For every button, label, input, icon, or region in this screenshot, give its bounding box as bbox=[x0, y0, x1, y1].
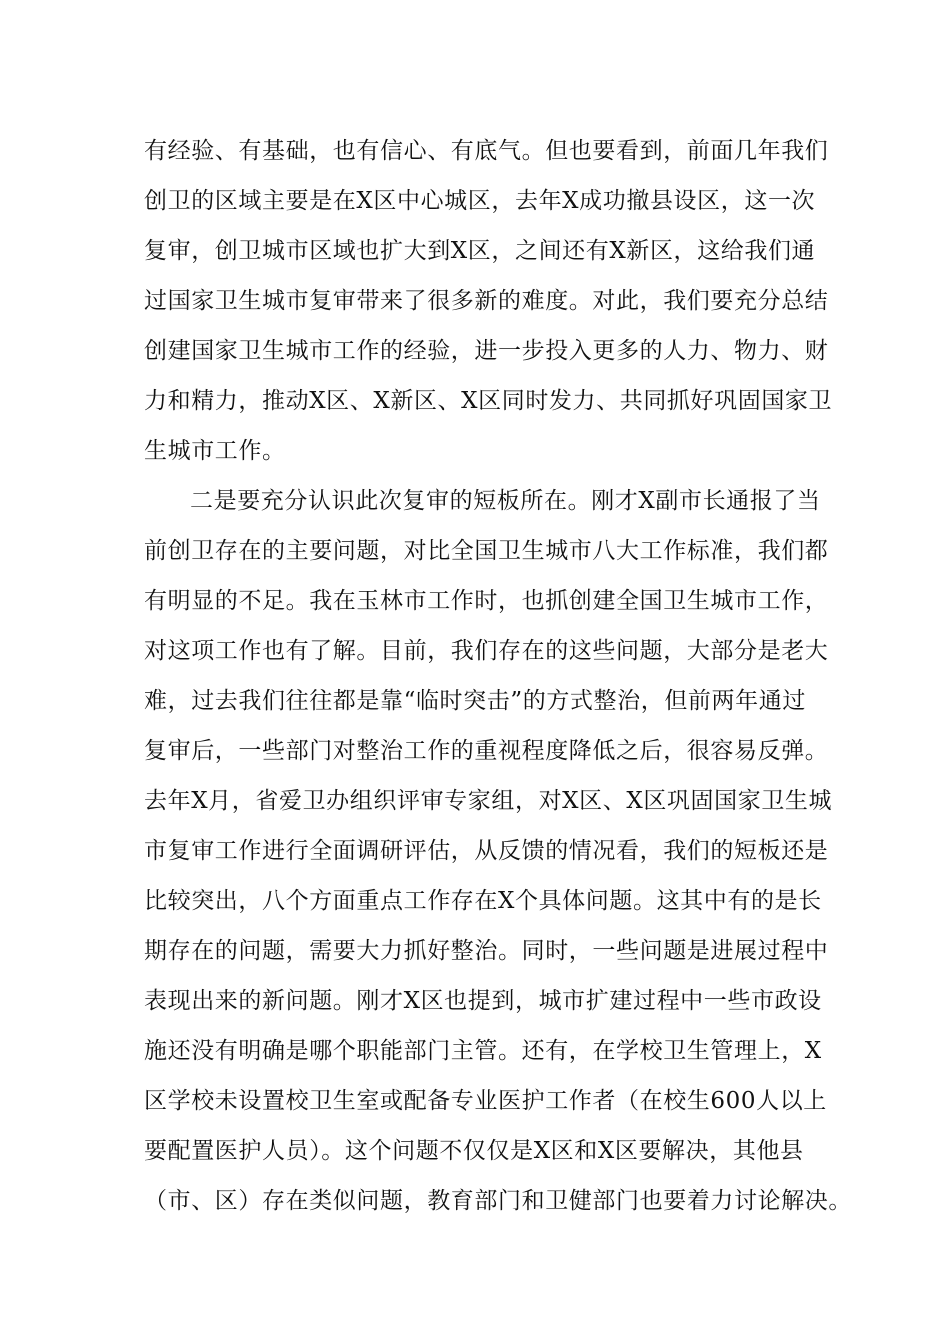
text-line: 要配置医护人员）。这个问题不仅仅是X区和X区要解决，其他县 bbox=[144, 1138, 804, 1164]
text-line: 去年X月，省爱卫办组织评审专家组，对X区、X区巩固国家卫生城 bbox=[144, 788, 833, 814]
paragraph-first-line: 二是要充分认识此次复审的短板所在。刚才X副市长通报了当 bbox=[190, 488, 821, 514]
text-line: 施还没有明确是哪个职能部门主管。还有，在学校卫生管理上，X bbox=[144, 1038, 822, 1064]
text-line: 表现出来的新问题。刚才X区也提到，城市扩建过程中一些市政设 bbox=[144, 988, 822, 1014]
body-text bbox=[144, 126, 852, 1226]
text-line: 比较突出，八个方面重点工作存在X个具体问题。这其中有的是长 bbox=[144, 888, 822, 914]
text-line: 过国家卫生城市复审带来了很多新的难度。对此，我们要充分总结 bbox=[144, 288, 829, 314]
text-line: 前创卫存在的主要问题，对比全国卫生城市八大工作标准，我们都 bbox=[144, 538, 829, 564]
text-line: 区学校未设置校卫生室或配备专业医护工作者（在校生600人以上 bbox=[144, 1088, 827, 1114]
text-line: 难，过去我们往往都是靠“临时突击”的方式整治，但前两年通过 bbox=[144, 688, 806, 714]
text-line: 复审后，一些部门对整治工作的重视程度降低之后，很容易反弹。 bbox=[144, 738, 829, 764]
text-line: 生城市工作。 bbox=[144, 438, 286, 464]
text-line: 有经验、有基础，也有信心、有底气。但也要看到，前面几年我们 bbox=[144, 138, 829, 164]
text-line: 力和精力，推动X区、X新区、X区同时发力、共同抓好巩固国家卫 bbox=[144, 388, 833, 414]
text-line: 市复审工作进行全面调研评估，从反馈的情况看，我们的短板还是 bbox=[144, 838, 829, 864]
text-line: 对这项工作也有了解。目前，我们存在的这些问题，大部分是老大 bbox=[144, 638, 829, 664]
text-line: 创建国家卫生城市工作的经验，进一步投入更多的人力、物力、财 bbox=[144, 338, 829, 364]
text-line: 创卫的区域主要是在X区中心城区，去年X成功撤县设区，这一次 bbox=[144, 188, 816, 214]
text-line: 期存在的问题，需要大力抓好整治。同时，一些问题是进展过程中 bbox=[144, 938, 829, 964]
text-line: 有明显的不足。我在玉林市工作时，也抓创建全国卫生城市工作， bbox=[144, 588, 829, 614]
text-line: （市、区）存在类似问题，教育部门和卫健部门也要着力讨论解决。 bbox=[144, 1188, 852, 1214]
text-line: 复审，创卫城市区域也扩大到X区，之间还有X新区，这给我们通 bbox=[144, 238, 816, 264]
